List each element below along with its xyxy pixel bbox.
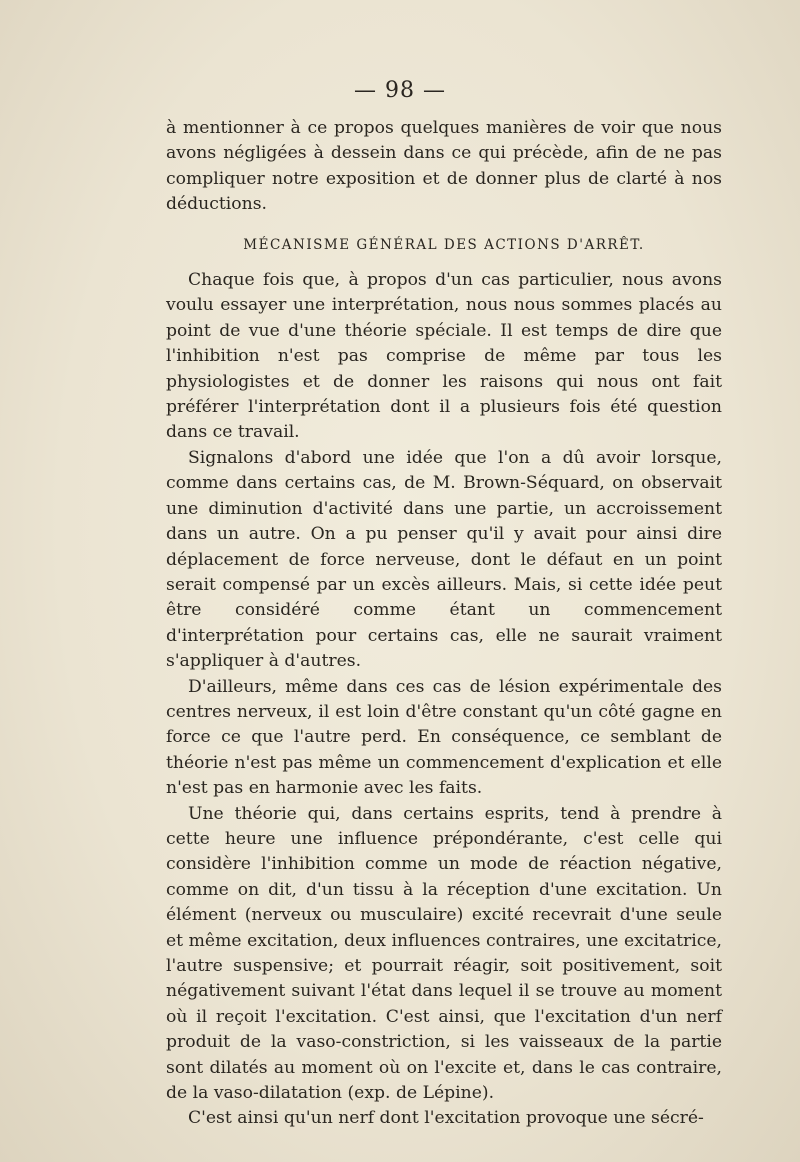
paragraph: Signalons d'abord une idée que l'on a dû avoir lorsque, comme dans certains cas, de M. Brown-Séquard, on observait une diminution d'activité dans une partie, un accroissement dans un autre. On a pu penser qu'il y avait pour ainsi dire déplacement de force nerveuse, dont le défaut en un point serait compensé par un excès ailleurs. Mais, si cette idée peut être considéré comme étant un commencement d'interprétation pour certains cas, elle ne saurait vraiment s'appliquer à d'autres.	[166, 447, 722, 672]
opening-paragraph: à mentionner à ce propos quelques manières de voir que nous avons négligées à dessein dans ce qui précède, afin de ne pas compliquer notre exposition et de donner plus de clarté à nos déductions.	[166, 118, 722, 215]
paragraph: Une théorie qui, dans certains esprits, tend à prendre à cette heure une influence prépondérante, c'est celle qui considère l'inhibition comme un mode de réaction négative, comme on dit, d'un tissu à la réception d'une excitation. Un élément (nerveux ou musculaire) excité recevrait d'une seule et même excitation, deux influences contraires, une excitatrice, l'autre suspensive; et pourrait réagir, soit positivement, soit négativement suivant l'état dans lequel il se trouve au moment où il reçoit l'excitation. C'est ainsi, que l'excitation d'un nerf produit de la vaso-constriction, si les vaisseaux de la partie sont dilatés au moment où on l'excite et, dans le cas contraire, de la vaso-dilatation (exp. de Lépine).	[166, 803, 722, 1104]
paragraph: C'est ainsi qu'un nerf dont l'excitation provoque une sécré-	[188, 1108, 704, 1129]
page-number: — 98 —	[354, 78, 446, 103]
section-heading: MÉCANISME GÉNÉRAL DES ACTIONS D'ARRÊT.	[243, 236, 645, 253]
page-body	[166, 116, 722, 1132]
paragraph: Chaque fois que, à propos d'un cas particulier, nous avons voulu essayer une interprétation, nous nous sommes placés au point de vue d'une théorie spéciale. Il est temps de dire que l'inhibition n'est pas comprise de même par tous les physiologistes et de donner les raisons qui nous ont fait préférer l'interprétation dont il a plusieurs fois été question dans ce travail.	[166, 270, 722, 443]
paragraph: D'ailleurs, même dans ces cas de lésion expérimentale des centres nerveux, il est loin d'être constant qu'un côté gagne en force ce que l'autre perd. En conséquence, ce semblant de théorie n'est pas même un commencement d'explication et elle n'est pas en harmonie avec les faits.	[166, 676, 722, 799]
